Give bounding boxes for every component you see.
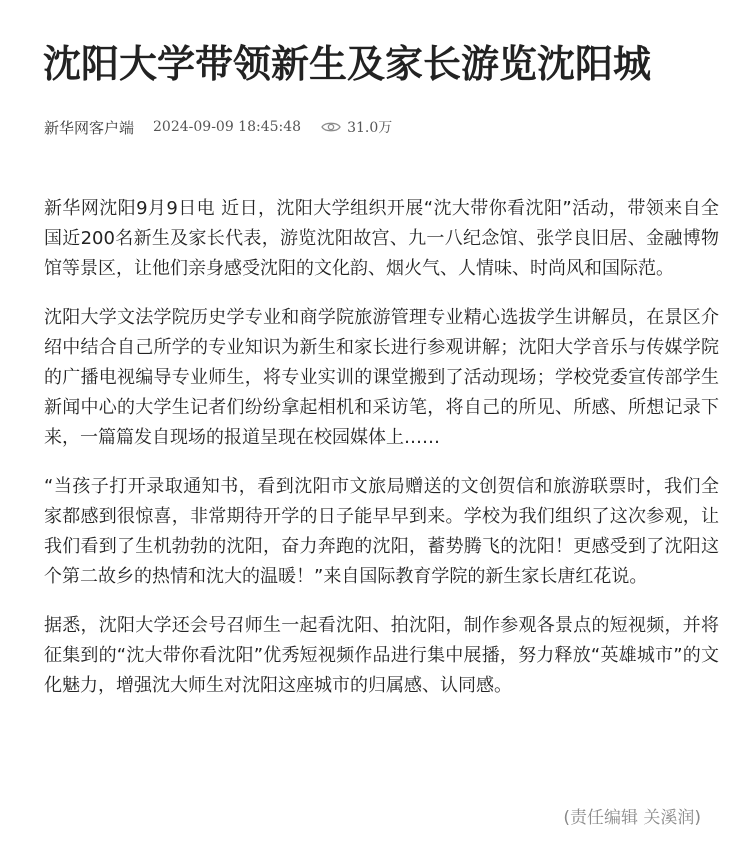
article-paragraph: 沈阳大学文法学院历史学专业和商学院旅游管理专业精心选拔学生讲解员，在景区介绍中结合自己所学的专业知识为新生和家长进行参观讲解；沈阳大学音乐与传媒学院的广播电视编导专业师生，将专业实训的课堂搬到了活动现场；学校党委宣传部学生新闻中心的大学生记者们纷纷拿起相机和采访笔，将自己的所见、所感、所想记录下来，一篇篇发自现场的报道呈现在校园媒体上…… xyxy=(44,307,719,448)
article-body xyxy=(44,194,719,720)
responsible-editor: (责任编辑 关溪润) xyxy=(563,808,701,828)
article-title: 沈阳大学带领新生及家长游览沈阳城 xyxy=(43,42,652,86)
article-paragraph: “当孩子打开录取通知书，看到沈阳市文旅局赠送的文创贺信和旅游联票时，我们全家都感到很惊喜，非常期待开学的日子能早早到来。学校为我们组织了这次参观，让我们看到了生机勃勃的沈阳，奋力奔跑的沈阳，蓄势腾飞的沈阳！更感受到了沈阳这个第二故乡的热情和沈大的温暖！”来自国际教育学院的新生家长唐红花说。 xyxy=(44,476,719,587)
view-count xyxy=(321,117,392,137)
article-paragraph: 据悉，沈阳大学还会号召师生一起看沈阳、拍沈阳，制作参观各景点的短视频，并将征集到的“沈大带你看沈阳”优秀短视频作品进行集中展播，努力释放“英雄城市”的文化魅力，增强沈大师生对沈阳这座城市的归属感、认同感。 xyxy=(44,615,719,696)
eye-icon xyxy=(321,120,341,134)
article-meta xyxy=(44,116,392,138)
article-paragraph: 新华网沈阳9月9日电 近日，沈阳大学组织开展“沈大带你看沈阳”活动，带领来自全国近200名新生及家长代表，游览沈阳故宫、九一八纪念馆、张学良旧居、金融博物馆等景区，让他们亲身感受沈阳的文化韵、烟火气、人情味、时尚风和国际范。 xyxy=(44,198,719,279)
views-count: 31.0万 xyxy=(347,120,393,136)
article-source[interactable]: 新华网客户端 xyxy=(44,118,135,137)
publish-time: 2024-09-09 18:45:48 xyxy=(153,119,302,135)
